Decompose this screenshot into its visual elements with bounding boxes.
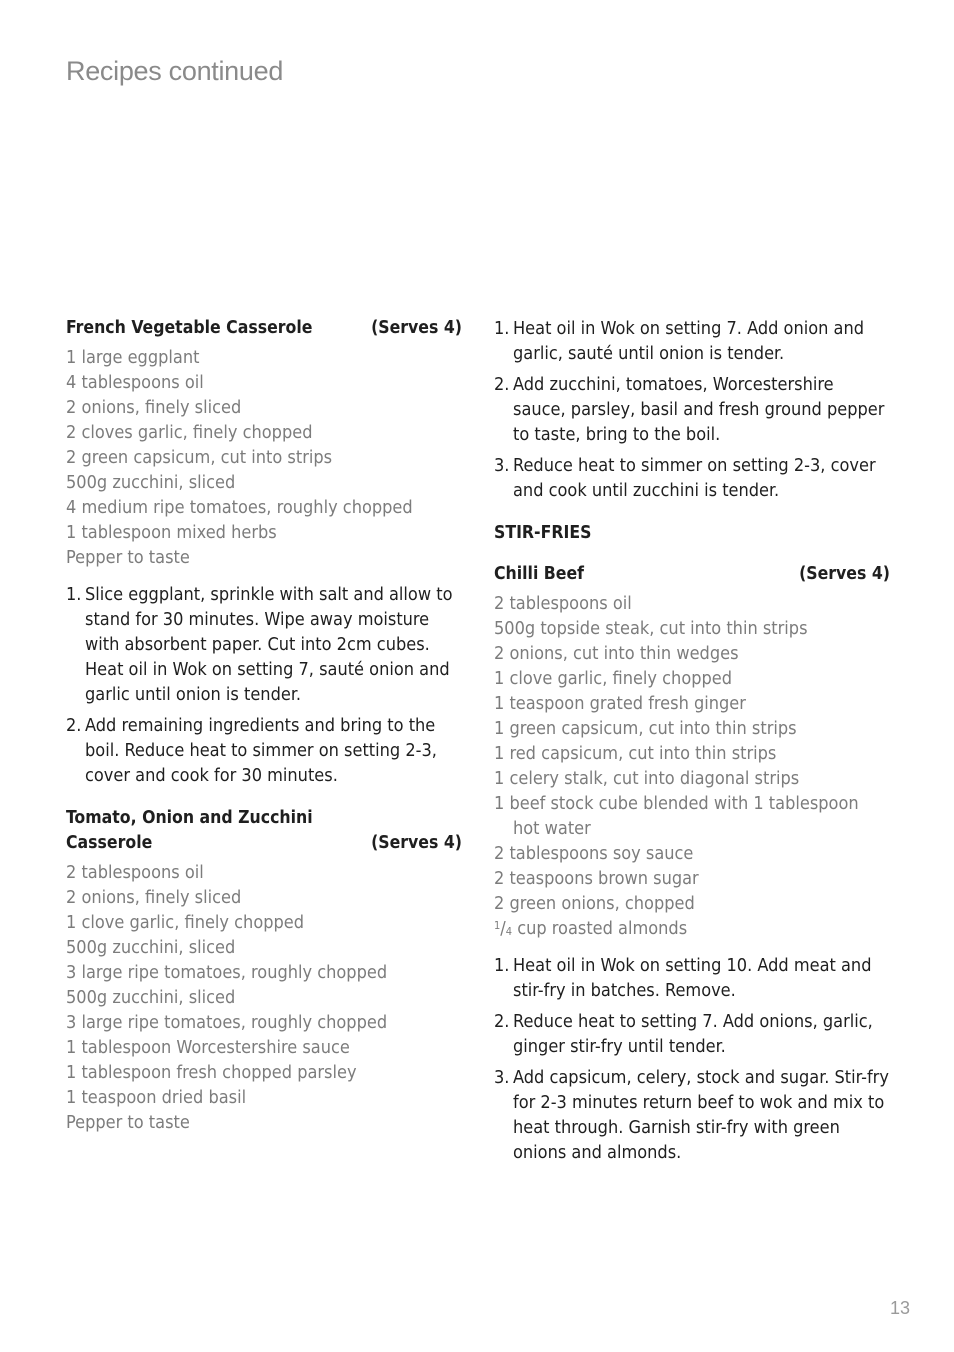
- step-number: 2.: [494, 1011, 510, 1032]
- ingredient-item: 1 red capsicum, cut into thin strips: [494, 743, 777, 764]
- ingredient-item: 500g zucchini, sliced: [66, 987, 236, 1008]
- ingredient-item: 1 teaspoon grated fresh ginger: [494, 693, 746, 714]
- page-title: Recipes continued: [66, 56, 284, 86]
- fraction-denominator: 4: [505, 925, 513, 938]
- ingredient-item: 1 beef stock cube blended with 1 tablespoon hot water: [494, 793, 859, 839]
- step-text: Add capsicum, celery, stock and sugar. Stir-fry for 2-3 minutes return beef to wok and mix to heat through. Garnish stir-fry with green onions and almonds.: [513, 1067, 889, 1163]
- ingredient-item: 2 onions, cut into thin wedges: [494, 643, 739, 664]
- ingredient-item: 1 tablespoon Worcestershire sauce: [66, 1037, 350, 1058]
- ingredient-item-almonds: $^1$/4 cup roasted almonds: [494, 918, 688, 939]
- ingredient-item: 1 tablespoon fresh chopped parsley: [66, 1062, 357, 1083]
- step-text: Reduce heat to setting 7. Add onions, garlic, ginger stir-fry until tender.: [513, 1011, 873, 1057]
- ingredient-item: 2 tablespoons oil: [494, 593, 632, 614]
- ingredient-item: 1 clove garlic, finely chopped: [494, 668, 733, 689]
- method-step: [494, 453, 890, 503]
- ingredient-item: 3 large ripe tomatoes, roughly chopped: [66, 962, 388, 983]
- recipe-title-french-vegetable-casserole: [66, 316, 462, 341]
- ingredient-item: 500g topside steak, cut into thin strips: [494, 618, 808, 639]
- recipe-name: Tomato, Onion and Zucchini Casserole: [66, 808, 313, 853]
- ingredient-list-chilli: [494, 591, 890, 941]
- ingredient-item: 2 teaspoons brown sugar: [494, 868, 699, 889]
- fraction-numerator: 1: [494, 919, 501, 932]
- right-column: [494, 316, 890, 1183]
- ingredient-item: 500g zucchini, sliced: [66, 472, 236, 493]
- method-steps-tomato: [494, 316, 890, 503]
- ingredient-list-tomato: [66, 860, 462, 1135]
- method-step: [494, 1065, 890, 1165]
- ingredient-item: 2 onions, finely sliced: [66, 397, 242, 418]
- section-heading-stir-fries: STIR-FRIES: [494, 523, 592, 543]
- recipe-title-chilli-beef: [494, 562, 890, 587]
- step-number: 1.: [66, 584, 82, 605]
- step-number: 2.: [494, 374, 510, 395]
- method-step: [66, 582, 462, 707]
- step-text: Add zucchini, tomatoes, Worcestershire sauce, parsley, basil and fresh ground pepper to taste, bring to the boil.: [513, 374, 885, 445]
- page-number: 13: [889, 1298, 910, 1318]
- serves-label: (Serves 4): [371, 318, 462, 338]
- step-text: Slice eggplant, sprinkle with salt and allow to stand for 30 minutes. Wipe away moisture with absorbent paper. Cut into 2cm cubes. Heat oil in Wok on setting 7, sauté onion and garlic until onion is tender.: [85, 584, 453, 705]
- left-column: [66, 316, 462, 1147]
- ingredient-item: 4 medium ripe tomatoes, roughly chopped: [66, 497, 413, 518]
- step-number: 1.: [494, 318, 510, 339]
- ingredient-item: 1 teaspoon dried basil: [66, 1087, 247, 1108]
- method-steps-chilli: [494, 953, 890, 1165]
- method-step: [494, 372, 890, 447]
- ingredient-item: 1 celery stalk, cut into diagonal strips: [494, 768, 800, 789]
- ingredient-item: 2 green onions, chopped: [494, 893, 695, 914]
- ingredient-item: 2 green capsicum, cut into strips: [66, 447, 333, 468]
- step-number: 1.: [494, 955, 510, 976]
- step-text: Heat oil in Wok on setting 7. Add onion and garlic, sauté until onion is tender.: [513, 318, 864, 364]
- recipe-name: Chilli Beef: [494, 564, 585, 584]
- serves-label: (Serves 4): [371, 833, 462, 853]
- method-step: [494, 316, 890, 366]
- ingredient-item: Pepper to taste: [66, 547, 190, 568]
- step-text: Add remaining ingredients and bring to the boil. Reduce heat to simmer on setting 2-3, cover and cook for 30 minutes.: [85, 715, 437, 786]
- recipe-title-tomato-onion-zucchini-casserole: [66, 806, 462, 856]
- ingredient-item: 1 green capsicum, cut into thin strips: [494, 718, 797, 739]
- ingredient-item: 4 tablespoons oil: [66, 372, 204, 393]
- ingredient-list-french: [66, 345, 462, 570]
- step-number: 3.: [494, 1067, 510, 1088]
- ingredient-item: 1 large eggplant: [66, 347, 200, 368]
- ingredient-item: 2 tablespoons oil: [66, 862, 204, 883]
- step-number: 2.: [66, 715, 82, 736]
- ingredient-item: Pepper to taste: [66, 1112, 190, 1133]
- serves-label: (Serves 4): [799, 564, 890, 584]
- ingredient-item: 500g zucchini, sliced: [66, 937, 236, 958]
- method-steps-french: [66, 582, 462, 788]
- method-step: [494, 1009, 890, 1059]
- ingredient-item: 3 large ripe tomatoes, roughly chopped: [66, 1012, 388, 1033]
- step-number: 3.: [494, 455, 510, 476]
- method-step: [494, 953, 890, 1003]
- method-step: [66, 713, 462, 788]
- ingredient-item: 2 onions, finely sliced: [66, 887, 242, 908]
- ingredient-item: 2 tablespoons soy sauce: [494, 843, 694, 864]
- ingredient-text: cup roasted almonds: [512, 918, 688, 939]
- ingredient-item: 2 cloves garlic, finely chopped: [66, 422, 313, 443]
- step-text: Heat oil in Wok on setting 10. Add meat and stir-fry in batches. Remove.: [513, 955, 872, 1001]
- ingredient-item: 1 clove garlic, finely chopped: [66, 912, 305, 933]
- step-text: Reduce heat to simmer on setting 2-3, cover and cook until zucchini is tender.: [513, 455, 876, 501]
- ingredient-item: 1 tablespoon mixed herbs: [66, 522, 277, 543]
- recipe-name: French Vegetable Casserole: [66, 318, 313, 338]
